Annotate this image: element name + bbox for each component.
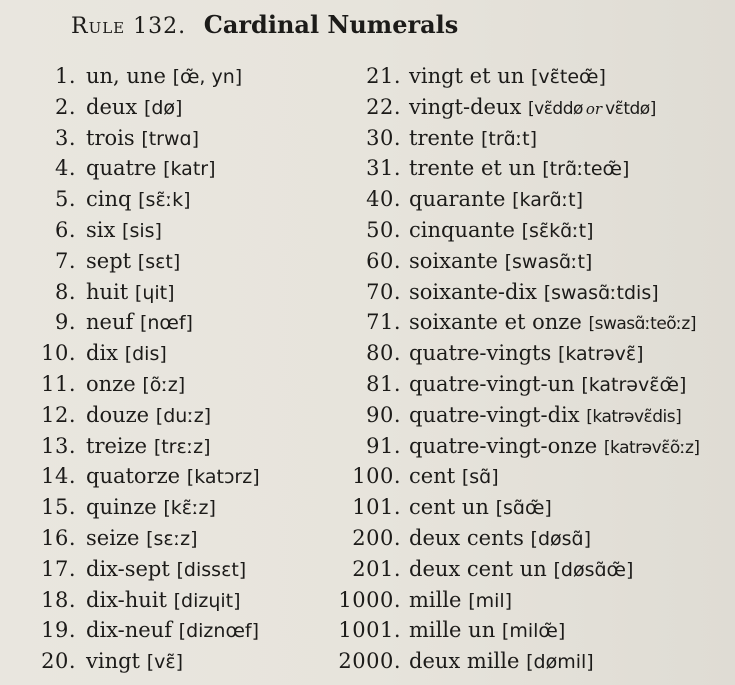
numeral-word: deux [86, 94, 138, 119]
numeral-pronunciation: [swasɑ̃ːt] [504, 250, 593, 273]
numeral-number: 5. [54, 187, 76, 212]
numeral-word-group [86, 153, 216, 184]
numeral-number: 2000. [338, 649, 401, 674]
numeral-word: trois [86, 125, 135, 150]
numeral-word-group [86, 123, 199, 154]
numeral-number: 1000. [338, 587, 401, 612]
numeral-word-group [409, 277, 659, 308]
numeral-entry [325, 400, 735, 431]
numeral-entry [0, 338, 345, 369]
numeral-entry [325, 277, 735, 308]
numeral-word-group [86, 369, 185, 400]
numeral-word: sept [86, 248, 132, 273]
numeral-word-group [86, 615, 259, 646]
numeral-entry [0, 554, 345, 585]
numeral-word-group [86, 215, 162, 246]
numeral-pronunciation: [katrəvɛ̃œ̃] [581, 373, 687, 396]
numeral-entry [0, 523, 345, 554]
numeral-number: 21. [366, 64, 401, 88]
numeral-pronunciation: [trɛːz] [153, 435, 211, 458]
numeral-entry [325, 615, 735, 646]
numeral-word: cinquante [409, 217, 515, 242]
numeral-number: 2. [54, 94, 76, 119]
numeral-word-group [86, 646, 183, 677]
numeral-word-group [86, 461, 260, 492]
numeral-entry [325, 338, 735, 369]
numeral-word-group [409, 585, 512, 616]
numeral-word: vingt et un [409, 64, 525, 88]
numeral-entry [0, 215, 345, 246]
numeral-word: dix-sept [86, 556, 170, 581]
numeral-pronunciation: [sɛ̃ːk] [138, 189, 191, 212]
numeral-number: 1. [54, 64, 76, 88]
numeral-pronunciation: [døsɑ̃] [530, 527, 592, 550]
numeral-word-group [409, 523, 591, 554]
numeral-pronunciation: [sɑ̃] [461, 466, 499, 489]
numeral-word: mille un [409, 618, 496, 643]
numeral-word: quatre-vingt-onze [409, 433, 598, 458]
numeral-entry [325, 184, 735, 215]
numeral-word-group [409, 369, 686, 400]
numeral-word-group [409, 646, 594, 677]
numeral-word-group [86, 92, 182, 123]
numeral-pronunciation: [katɔrz] [186, 466, 260, 489]
numeral-word-group [409, 153, 629, 184]
numeral-entry [0, 646, 345, 677]
numerals-list-right [325, 61, 735, 677]
numeral-pronunciation: [dissɛt] [176, 558, 247, 581]
numeral-word-group [409, 215, 594, 246]
numeral-pronunciation: [mil] [468, 589, 513, 612]
numeral-entry [325, 492, 735, 523]
numeral-word: trente [409, 125, 475, 150]
numeral-entry [325, 431, 735, 462]
numeral-pronunciation: [døsɑ̃œ̃] [553, 558, 634, 581]
numeral-entry [0, 492, 345, 523]
numeral-number: 81. [366, 371, 401, 396]
numeral-number: 30. [366, 125, 401, 150]
numeral-word: quatre-vingt-un [409, 371, 575, 396]
numeral-word-group [86, 554, 246, 585]
numeral-word-group [409, 246, 592, 277]
numeral-number: 70. [366, 279, 401, 304]
numeral-entry [0, 123, 345, 154]
numeral-entry [325, 246, 735, 277]
numeral-entry [325, 523, 735, 554]
numeral-word-group [409, 461, 499, 492]
numeral-word: six [86, 217, 116, 242]
numeral-pronunciation: [swasɑ̃ːtdis] [543, 281, 659, 304]
numeral-entry [325, 554, 735, 585]
numeral-word-group [409, 554, 633, 585]
numeral-pronunciation-alt: vɛ̃tdø] [605, 98, 656, 119]
numeral-word: trente et un [409, 156, 536, 181]
numeral-number: 17. [41, 556, 76, 581]
numeral-pronunciation: [swasɑ̃ːteõːz] [588, 314, 696, 335]
numeral-number: 1001. [338, 618, 401, 643]
numeral-number: 22. [366, 94, 401, 119]
numeral-pronunciation: [vɛ̃] [146, 651, 184, 674]
numeral-word: quinze [86, 495, 157, 520]
numeral-number: 90. [366, 402, 401, 427]
numeral-pronunciation: [trwɑ] [141, 127, 199, 150]
numeral-entry [325, 123, 735, 154]
numeral-word-group [409, 307, 696, 339]
numeral-pronunciation: [kɛ̃ːz] [163, 497, 216, 520]
numeral-number: 100. [352, 464, 401, 489]
numeral-number: 91. [366, 433, 401, 458]
numeral-word-group [409, 338, 644, 369]
rule-label: Rule 132. [71, 14, 187, 39]
numeral-entry [325, 461, 735, 492]
numeral-pronunciation: [milœ̃] [501, 620, 566, 643]
numeral-number: 201. [352, 556, 401, 581]
numeral-word-group [86, 246, 180, 277]
numeral-word: cent [409, 464, 456, 489]
numeral-word-group [86, 184, 191, 215]
numeral-entry [0, 585, 345, 616]
numeral-pronunciation: [dømil] [526, 651, 594, 674]
numeral-word-group [409, 61, 606, 92]
numeral-number: 19. [41, 618, 76, 643]
numeral-pronunciation: [karɑ̃ːt] [512, 189, 584, 212]
numeral-number: 12. [41, 402, 76, 427]
numeral-pronunciation: [trɑ̃ːteœ̃] [542, 158, 630, 181]
numeral-word: dix-neuf [86, 618, 172, 643]
numeral-pronunciation: [nœf] [139, 312, 193, 335]
numeral-entry [0, 400, 345, 431]
numeral-word-group [409, 431, 700, 463]
numeral-pronunciation: [sɑ̃œ̃] [495, 497, 552, 520]
numeral-pronunciation: [katrəvɛ̃] [557, 343, 644, 366]
numeral-word: mille [409, 587, 462, 612]
numeral-word-group [409, 92, 656, 124]
numeral-word-group [409, 400, 681, 432]
numeral-entry [325, 92, 735, 123]
numeral-word: dix [86, 341, 119, 366]
numeral-number: 200. [352, 525, 401, 550]
numeral-pronunciation: [vɛ̃ddø [528, 98, 583, 119]
numeral-entry [0, 61, 345, 92]
numeral-number: 14. [41, 464, 76, 489]
numeral-word-group [86, 492, 216, 523]
numeral-entry [0, 184, 345, 215]
numeral-number: 8. [54, 279, 76, 304]
numeral-pronunciation: [ɥit] [134, 281, 175, 304]
numeral-pronunciation: [vɛ̃teœ̃] [530, 66, 606, 88]
numeral-word: cinq [86, 187, 132, 212]
numeral-word: onze [86, 371, 136, 396]
pronunciation-or: or [585, 99, 603, 118]
numeral-word: deux cents [409, 525, 524, 550]
numeral-word: soixante et onze [409, 310, 582, 335]
numeral-number: 7. [54, 248, 76, 273]
numeral-pronunciation: [dø] [143, 96, 183, 119]
numeral-number: 4. [54, 156, 76, 181]
numeral-word: seize [86, 525, 140, 550]
numeral-word-group [86, 61, 242, 92]
numeral-word: vingt-deux [409, 94, 522, 119]
numeral-word-group [86, 585, 241, 616]
numeral-word: treize [86, 433, 148, 458]
numeral-number: 10. [41, 341, 76, 366]
numerals-list-left [0, 61, 345, 677]
numeral-number: 3. [54, 125, 76, 150]
numeral-word-group [86, 431, 211, 462]
numeral-pronunciation: [sɛːz] [146, 527, 198, 550]
numeral-word: quatre-vingt-dix [409, 402, 580, 427]
numeral-pronunciation: [sɛ̃kɑ̃ːt] [521, 219, 594, 242]
numeral-word: soixante [409, 248, 498, 273]
numeral-entry [325, 646, 735, 677]
numeral-pronunciation: [œ̃, yn] [172, 66, 243, 88]
numeral-entry [325, 307, 735, 338]
numeral-number: 16. [41, 525, 76, 550]
numeral-word-group [86, 523, 197, 554]
numeral-word: un, une [86, 64, 166, 88]
numeral-word: deux cent un [409, 556, 547, 581]
numeral-pronunciation: [katrəvɛ̃dis] [586, 406, 682, 427]
numeral-word: cent un [409, 495, 489, 520]
numeral-pronunciation: [sis] [122, 219, 162, 242]
numeral-pronunciation: [sɛt] [137, 250, 181, 273]
numeral-pronunciation: [õːz] [142, 373, 186, 396]
numeral-word: quatorze [86, 464, 181, 489]
numeral-entry [0, 277, 345, 308]
numeral-entry [325, 153, 735, 184]
numeral-word-group [409, 492, 552, 523]
numeral-number: 40. [366, 187, 401, 212]
numeral-number: 13. [41, 433, 76, 458]
numeral-entry [0, 461, 345, 492]
numeral-pronunciation: [diznœf] [178, 620, 259, 643]
numeral-number: 101. [352, 495, 401, 520]
numeral-pronunciation: [katrəvɛ̃õːz] [603, 437, 700, 458]
numeral-word-group [86, 307, 193, 338]
rule-heading [71, 10, 458, 42]
numeral-pronunciation: [dizɥit] [173, 589, 241, 612]
numeral-number: 9. [54, 310, 76, 335]
numeral-word: neuf [86, 310, 134, 335]
numeral-entry [0, 153, 345, 184]
numeral-entry [0, 369, 345, 400]
numeral-entry [325, 585, 735, 616]
numeral-number: 15. [41, 495, 76, 520]
numeral-pronunciation: [trɑ̃ːt] [480, 127, 537, 150]
numeral-entry [0, 431, 345, 462]
numeral-entry [325, 369, 735, 400]
numeral-word-group [409, 184, 583, 215]
numeral-number: 80. [366, 341, 401, 366]
numeral-word: douze [86, 402, 150, 427]
numeral-number: 20. [41, 649, 76, 674]
numeral-word: quarante [409, 187, 506, 212]
numeral-word: quatre-vingts [409, 341, 552, 366]
numeral-number: 18. [41, 587, 76, 612]
numeral-entry [325, 215, 735, 246]
numeral-word-group [86, 400, 211, 431]
numeral-pronunciation: [duːz] [155, 404, 212, 427]
numeral-word-group [409, 123, 537, 154]
rule-title: Cardinal Numerals [203, 10, 459, 39]
numeral-entry [0, 615, 345, 646]
numeral-word-group [86, 338, 167, 369]
numeral-word: quatre [86, 156, 157, 181]
numeral-number: 31. [366, 156, 401, 181]
numeral-word-group [409, 615, 565, 646]
numeral-word: vingt [86, 649, 140, 674]
numeral-pronunciation: [katr] [163, 158, 216, 181]
numeral-number: 6. [54, 217, 76, 242]
numeral-word: deux mille [409, 649, 520, 674]
numeral-word: dix-huit [86, 587, 167, 612]
numeral-number: 71. [366, 310, 401, 335]
numeral-word-group [86, 277, 175, 308]
numeral-word: soixante-dix [409, 279, 537, 304]
numeral-number: 60. [366, 248, 401, 273]
numeral-number: 50. [366, 217, 401, 242]
numeral-word: huit [86, 279, 129, 304]
numeral-entry [0, 92, 345, 123]
numeral-entry [0, 246, 345, 277]
numeral-entry [0, 307, 345, 338]
numeral-entry [325, 61, 735, 92]
numeral-pronunciation: [dis] [124, 343, 167, 366]
numeral-number: 11. [41, 371, 76, 396]
